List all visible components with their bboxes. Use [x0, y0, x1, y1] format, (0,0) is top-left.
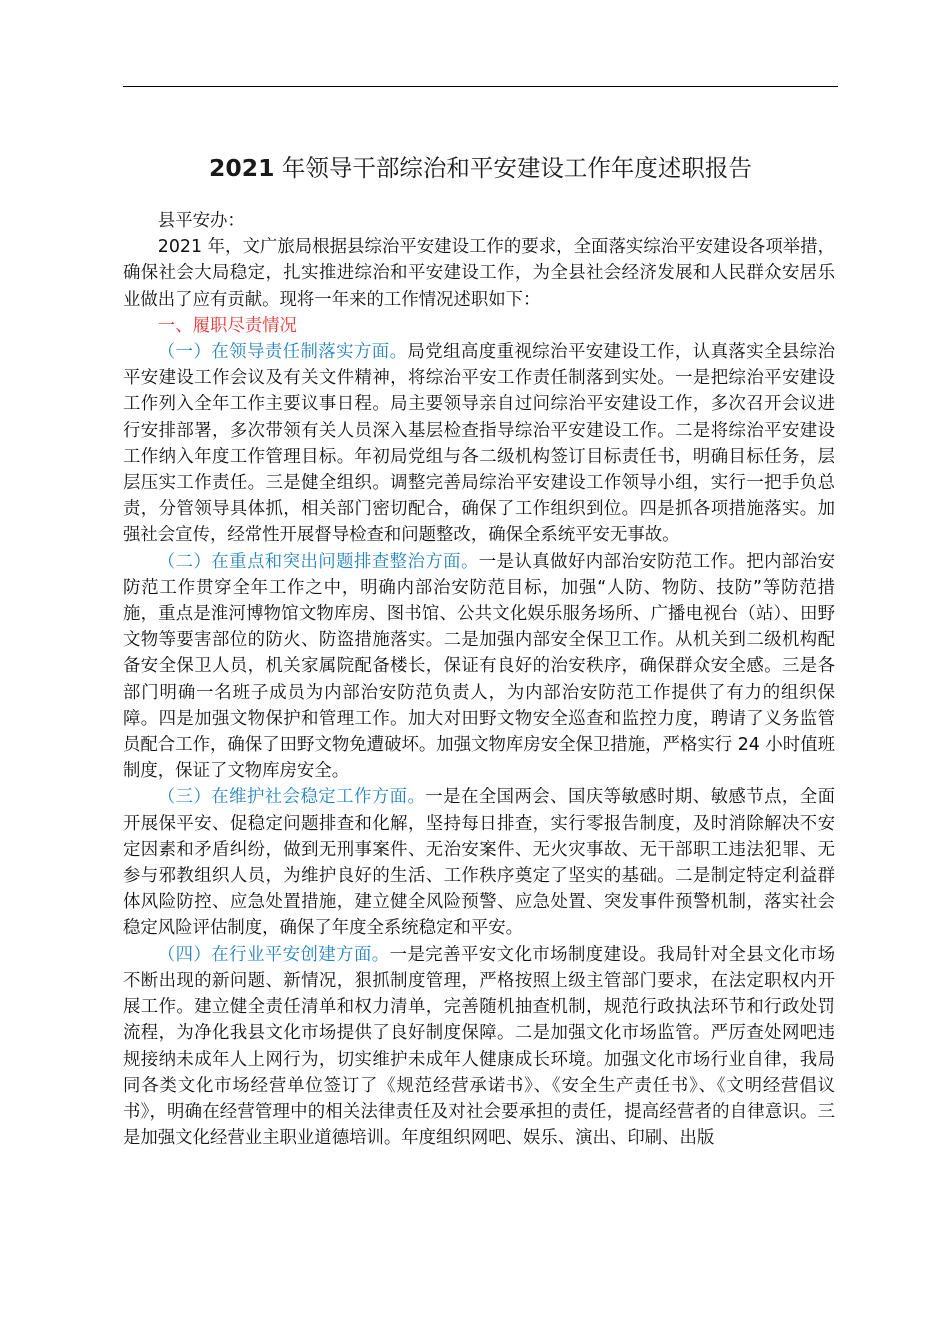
intro-paragraph: 2021 年，文广旅局根据县综治平安建设工作的要求，全面落实综治平安建设各项举措，确保社会大局稳定，扎实推进综治和平安建设工作，为全县社会经济发展和人民群众安居乐业做出了应有贡献。现将一年来的工作情况述职如下： [123, 237, 835, 310]
document-body [123, 208, 835, 1151]
paragraph-text: 局党组高度重视综治平安建设工作，认真落实全县综治平安建设工作会议及有关文件精神，将综治平安工作责任制落到实处。一是把综治平安建设工作列入全年工作主要议事日程。局主要领导亲自过问综治平安建设工作，多次召开会议进行安排部署，多次带领有关人员深入基层检查指导综治平安建设工作。二是将综治平安建设工作纳入年度工作管理目标。年初局党组与各二级机构签订目标责任书，明确目标任务，层层压实工作责任。三是健全组织。调整完善局综治平安建设工作领导小组，实行一把手负总责，分管领导具体抓，相关部门密切配合，确保了工作组织到位。四是抓各项措施落实。加强社会宣传，经常性开展督导检查和问题整改，确保全系统平安无事故。 [123, 342, 835, 546]
paragraph-heading: （二）在重点和突出问题排查整治方面。 [157, 551, 479, 572]
paragraph-text: 一是在全国两会、国庆等敏感时期、敏感节点，全面开展保平安、促稳定问题排查和化解，坚持每日排查，实行零报告制度，及时消除解决不安定因素和矛盾纠纷，做到无刑事案件、无治安案件、无火灾事故、无干部职工违法犯罪、无参与邪教组织人员，为维护良好的生活、工作秩序奠定了坚实的基础。二是制定特定利益群体风险防控、应急处置措施，建立健全风险预警、应急处置、突发事件预警机制，落实社会稳定风险评估制度，确保了年度全系统稳定和平安。 [123, 787, 835, 939]
paragraph-text: 一是认真做好内部治安防范工作。把内部治安防范工作贯穿全年工作之中，明确内部治安防范目标，加强“人防、物防、技防”等防范措施，重点是淮河博物馆文物库房、图书馆、公共文化娱乐服务场所、广播电视台（站）、田野文物等要害部位的防火、防盗措施落实。二是加强内部安全保卫工作。从机关到二级机构配备安全保卫人员，机关家属院配备楼长，保证有良好的治安秩序，确保群众安全感。三是各部门明确一名班子成员为内部治安防范负责人，为内部治安防范工作提供了有力的组织保障。四是加强文物保护和管理工作。加大对田野文物安全巡查和监控力度，聘请了义务监管员配合工作，确保了田野文物免遭破坏。加强文物库房安全保卫措施，严格实行 24 小时值班制度，保证了文物库房安全。 [123, 551, 835, 782]
title-year: 2021 [209, 154, 275, 182]
title-text: 年领导干部综治和平安建设工作年度述职报告 [274, 154, 752, 182]
paragraph-text: 一是完善平安文化市场制度建设。我局针对全县文化市场不断出现的新问题、新情况，狠抓制度管理，严格按照上级主管部门要求，在法定职权内开展工作。建立健全责任清单和权力清单，完善随机抽查机制，规范行政执法环节和行政处罚流程，为净化我县文化市场提供了良好制度保障。二是加强文化市场监管。严厉查处网吧违规接纳未成年人上网行为，切实维护未成年人健康成长环境。加强文化市场行业自律，我局同各类文化市场经营单位签订了《规范经营承诺书》、《安全生产责任书》、《文明经营倡议书》，明确在经营管理中的相关法律责任及对社会要承担的责任，提高经营者的自律意识。三是加强文化经营业主职业道德培训。年度组织网吧、娱乐、演出、印刷、出版 [123, 944, 835, 1149]
page-title [123, 151, 838, 185]
header-rule [123, 86, 838, 87]
section-heading: 一、履职尽责情况 [157, 315, 297, 336]
paragraph-4 [123, 942, 835, 1152]
paragraph-heading: （一）在领导责任制落实方面。 [157, 342, 408, 363]
paragraph-heading: （三）在维护社会稳定工作方面。 [157, 787, 426, 808]
paragraph-heading: （四）在行业平安创建方面。 [157, 944, 390, 965]
paragraph-3 [123, 784, 835, 941]
salutation: 县平安办： [157, 211, 245, 231]
paragraph-2 [123, 549, 835, 785]
paragraph-1 [123, 339, 835, 549]
